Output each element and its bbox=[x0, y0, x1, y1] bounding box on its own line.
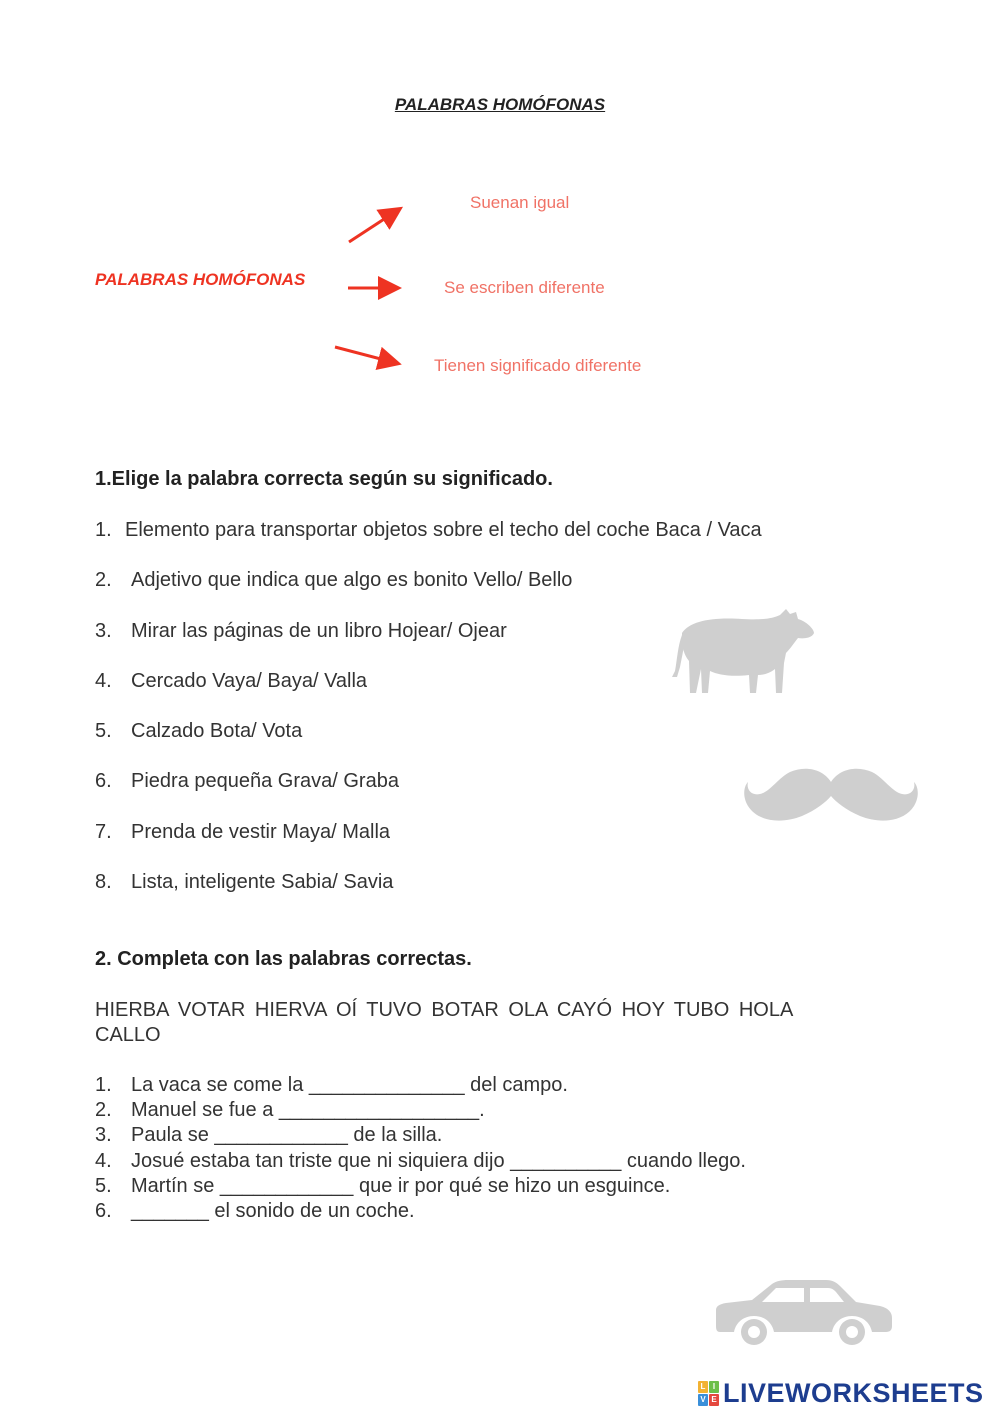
item-text: Lista, inteligente Sabia/ Savia bbox=[131, 871, 394, 893]
exercise1-item bbox=[95, 670, 367, 693]
page-title: PALABRAS HOMÓFONAS bbox=[394, 95, 606, 114]
concept-branch-1: Suenan igual bbox=[470, 193, 570, 212]
concept-branch-2: Se escriben diferente bbox=[444, 278, 605, 297]
cow-icon bbox=[672, 605, 817, 697]
item-number: 5. bbox=[95, 720, 112, 742]
exercise2-heading: 2. Completa con las palabras correctas. bbox=[95, 948, 472, 970]
exercise1-item bbox=[95, 620, 507, 643]
item-number: 6. bbox=[95, 770, 112, 792]
item-text: Josué estaba tan triste que ni siquiera dijo __________ cuando llego. bbox=[131, 1150, 746, 1172]
item-number: 1. bbox=[95, 1074, 112, 1096]
exercise2-item bbox=[95, 1150, 746, 1173]
item-number: 4. bbox=[95, 670, 112, 692]
item-text: La vaca se come la ______________ del campo. bbox=[131, 1074, 568, 1096]
exercise2-item bbox=[95, 1200, 415, 1223]
mustache-icon bbox=[742, 762, 920, 826]
item-number: 8. bbox=[95, 871, 112, 893]
item-text: Mirar las páginas de un libro Hojear/ Ojear bbox=[131, 620, 507, 642]
logo-icon: L I V E bbox=[698, 1381, 719, 1406]
car-icon bbox=[712, 1278, 894, 1348]
exercise2-item bbox=[95, 1074, 568, 1097]
exercise1-item bbox=[95, 871, 393, 894]
item-number: 1. bbox=[95, 519, 112, 541]
concept-center: PALABRAS HOMÓFONAS bbox=[95, 270, 306, 289]
word-bank: HIERBA VOTAR HIERVA OÍ TUVO BOTAR OLA CAYÓ HOY TUBO HOLA CALLO bbox=[95, 999, 793, 1046]
item-text: Adjetivo que indica que algo es bonito Vello/ Bello bbox=[131, 569, 573, 591]
item-text: Martín se ____________ que ir por qué se hizo un esguince. bbox=[131, 1175, 671, 1197]
arrow-up-icon bbox=[349, 210, 398, 242]
item-text: _______ el sonido de un coche. bbox=[131, 1200, 415, 1222]
arrow-down-icon bbox=[335, 347, 396, 363]
item-number: 6. bbox=[95, 1200, 112, 1222]
item-number: 4. bbox=[95, 1150, 112, 1172]
item-number: 2. bbox=[95, 1099, 112, 1121]
item-number: 7. bbox=[95, 821, 112, 843]
exercise2-item bbox=[95, 1099, 485, 1122]
item-number: 5. bbox=[95, 1175, 112, 1197]
item-number: 3. bbox=[95, 1124, 112, 1146]
logo-text: LIVEWORKSHEETS bbox=[723, 1378, 984, 1408]
item-text: Prenda de vestir Maya/ Malla bbox=[131, 821, 391, 843]
exercise1-item bbox=[95, 821, 390, 844]
exercise1-item bbox=[95, 720, 302, 743]
exercise2-item bbox=[95, 1124, 442, 1147]
concept-branch-3: Tienen significado diferente bbox=[434, 356, 642, 375]
liveworksheets-logo[interactable] bbox=[698, 1378, 984, 1409]
exercise1-item bbox=[95, 770, 399, 793]
exercise2-item bbox=[95, 1175, 670, 1198]
item-text: Paula se ____________ de la silla. bbox=[131, 1124, 443, 1146]
item-text: Calzado Bota/ Vota bbox=[131, 720, 303, 742]
item-text: Cercado Vaya/ Baya/ Valla bbox=[131, 670, 368, 692]
exercise1-heading: 1.Elige la palabra correcta según su significado. bbox=[95, 468, 553, 490]
item-number: 2. bbox=[95, 569, 112, 591]
exercise1-item bbox=[95, 569, 572, 592]
exercise1-item bbox=[95, 519, 762, 542]
item-text: Elemento para transportar objetos sobre el techo del coche Baca / Vaca bbox=[125, 519, 762, 541]
item-number: 3. bbox=[95, 620, 112, 642]
item-text: Manuel se fue a __________________. bbox=[131, 1099, 485, 1121]
item-text: Piedra pequeña Grava/ Graba bbox=[131, 770, 399, 792]
